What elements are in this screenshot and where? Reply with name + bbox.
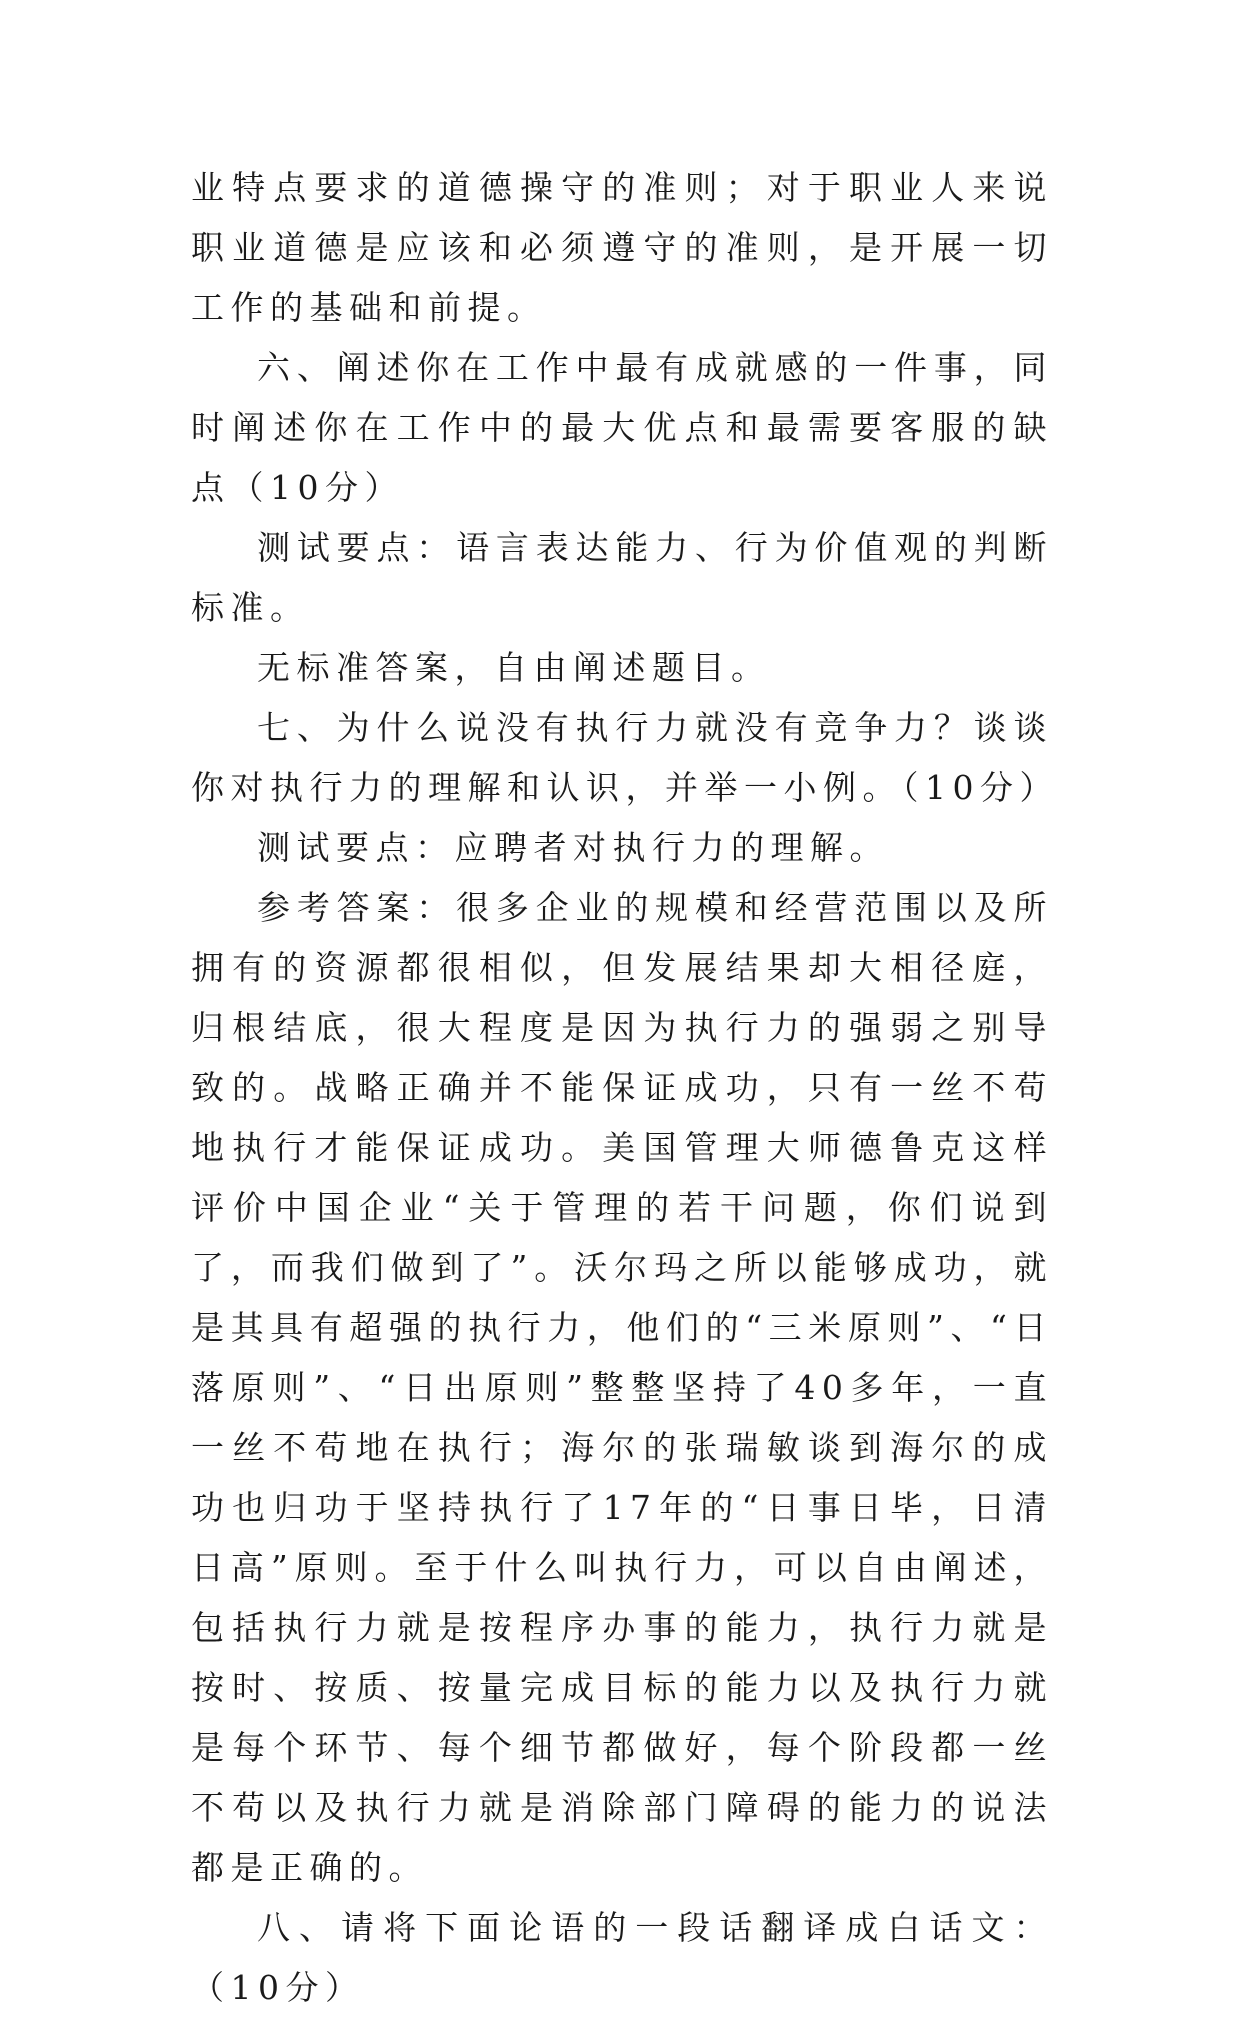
question-6: 六、阐述你在工作中最有成就感的一件事，同时阐述你在工作中的最大优点和最需要客服的缺点（10分） bbox=[191, 348, 1053, 507]
question-7: 七、为什么说没有执行力就没有竞争力？谈谈你对执行力的理解和认识，并举一小例。（10分） bbox=[191, 708, 1059, 807]
question-7-reference-answer: 参考答案：很多企业的规模和经营范围以及所拥有的资源都很相似，但发展结果却大相径庭，归根结底，很大程度是因为执行力的强弱之别导致的。战略正确并不能保证成功，只有一丝不苟地执行才能保证成功。美国管理大师德鲁克这样评价中国企业“关于管理的若干问题，你们说到了，而我们做到了”。沃尔玛之所以能够成功，就是其具有超强的执行力，他们的“三米原则”、“日落原则”、“日出原则”整整坚持了40多年，一直一丝不苟地在执行；海尔的张瑞敏谈到海尔的成功也归功于坚持执行了17年的“日事日毕，日清日高”原则。至于什么叫执行力，可以自由阐述，包括执行力就是按程序办事的能力，执行力就是按时、按质、按量完成目标的能力以及执行力就是每个环节、每个细节都做好，每个阶段都一丝不苟以及执行力就是消除部门障碍的能力的说法都是正确的。 bbox=[191, 888, 1053, 1887]
question-6-test-point: 测试要点：语言表达能力、行为价值观的判断标准。 bbox=[191, 528, 1053, 627]
document-body bbox=[191, 158, 1059, 2018]
question-7-test-point: 测试要点：应聘者对执行力的理解。 bbox=[257, 828, 889, 867]
question-8: 八、请将下面论语的一段话翻译成白话文：（10分） bbox=[191, 1908, 1053, 2007]
question-6-answer: 无标准答案，自由阐述题目。 bbox=[257, 648, 771, 687]
paragraph-ethics-conclusion: 业特点要求的道德操守的准则；对于职业人来说职业道德是应该和必须遵守的准则，是开展一切工作的基础和前提。 bbox=[191, 168, 1053, 327]
